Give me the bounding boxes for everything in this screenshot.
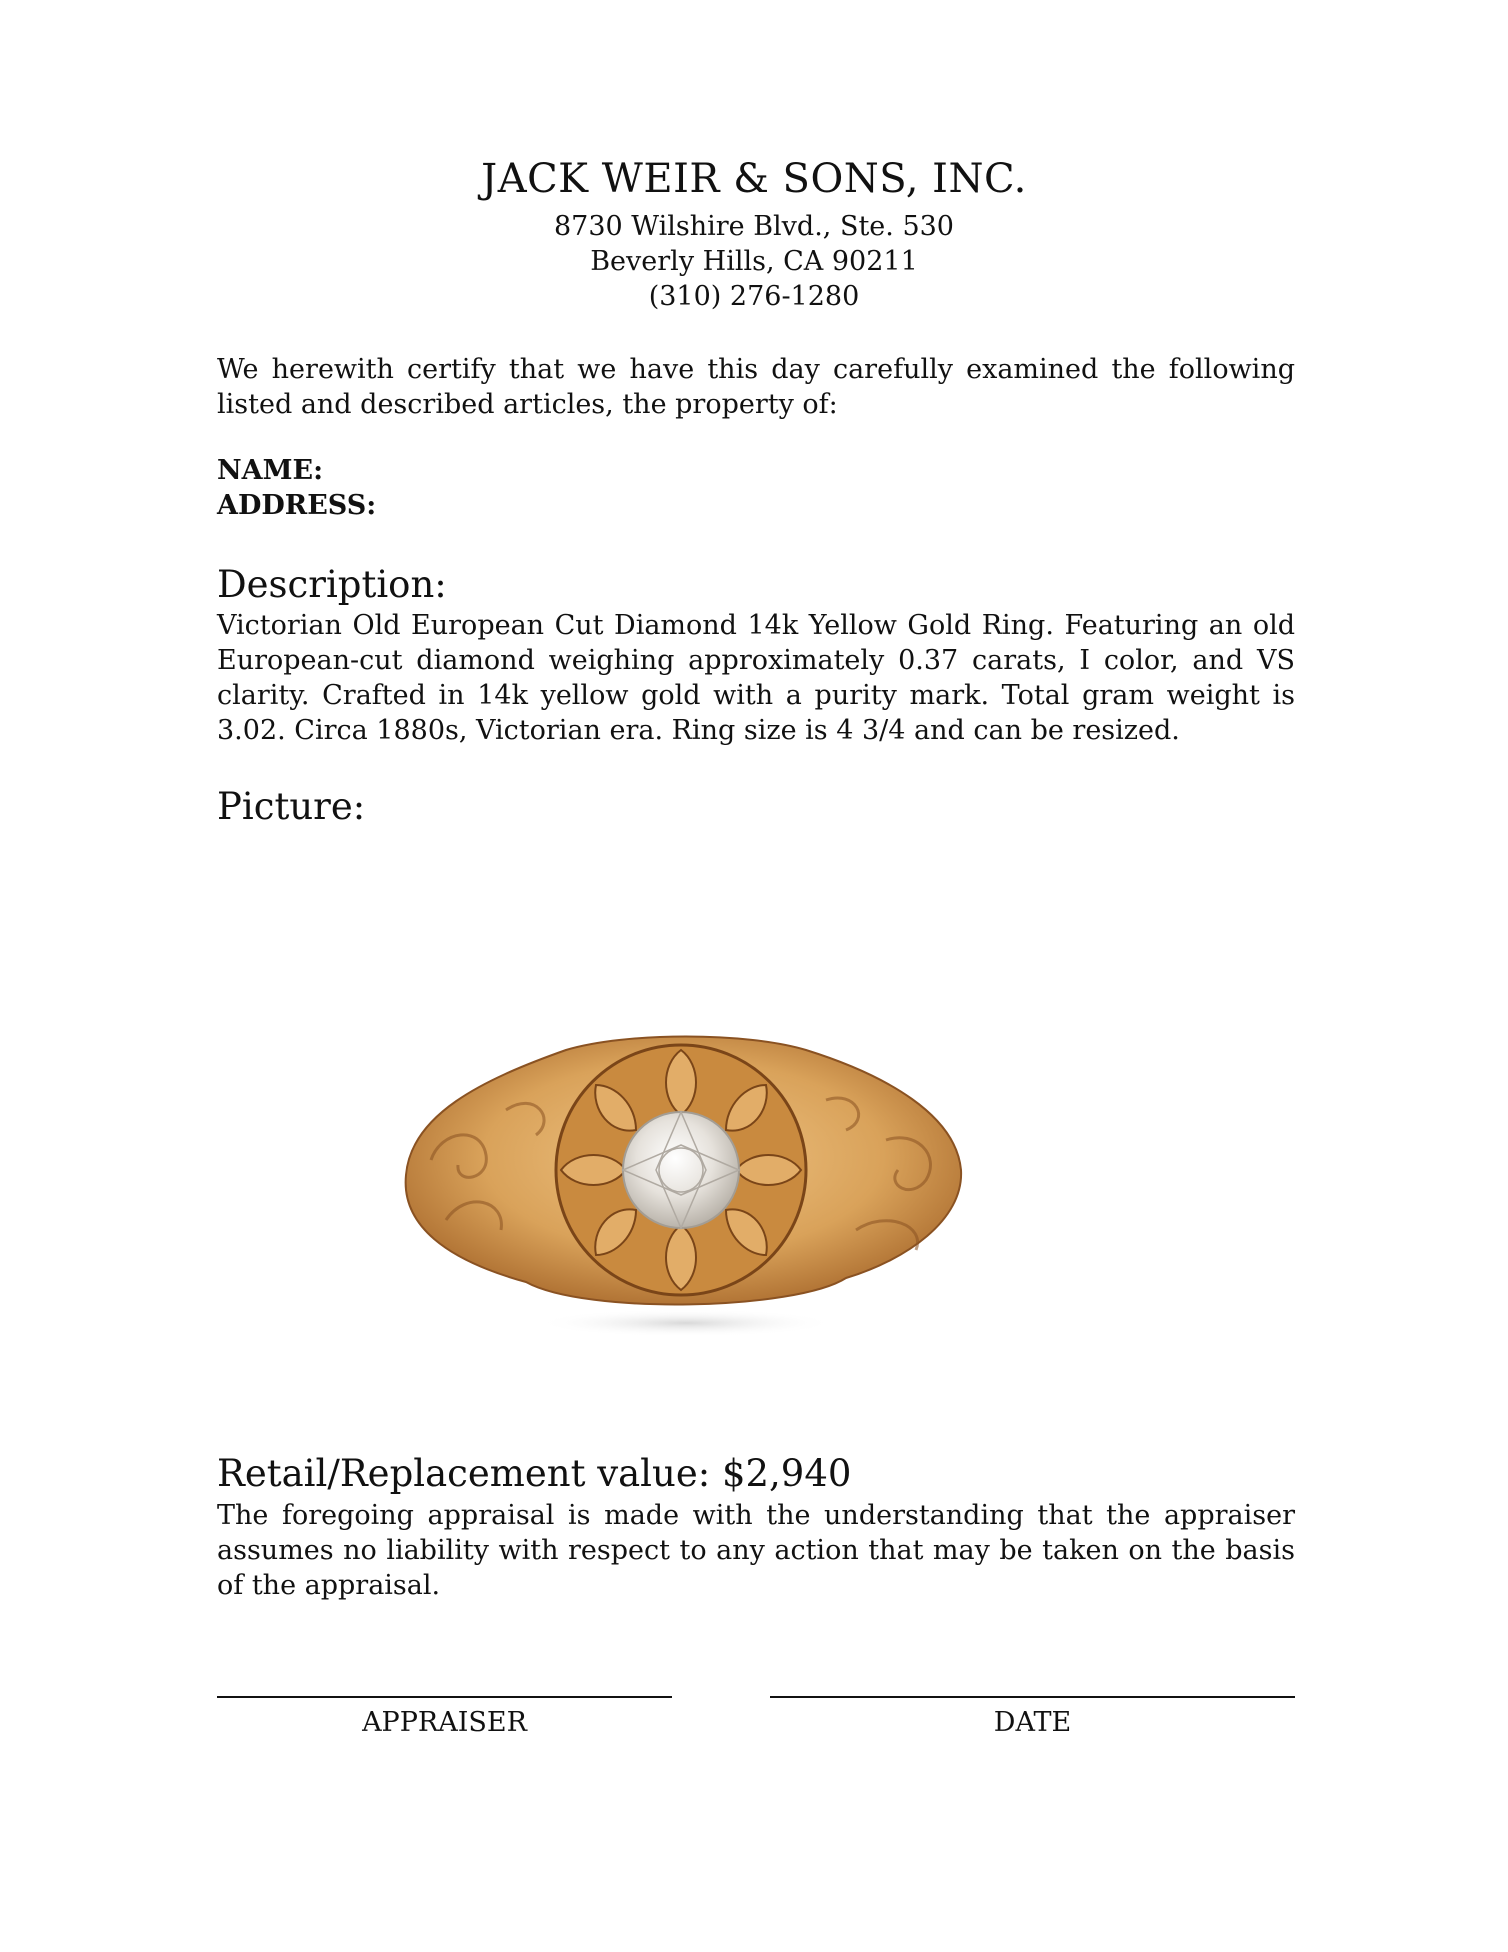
picture-heading: Picture: xyxy=(217,785,366,828)
retail-value-heading: Retail/Replacement value: $2,940 xyxy=(217,1452,852,1495)
phone-number: (310) 276-1280 xyxy=(648,281,860,312)
description-heading: Description: xyxy=(217,563,447,606)
date-label: DATE xyxy=(993,1707,1072,1738)
address-line-1: 8730 Wilshire Blvd., Ste. 530 xyxy=(554,211,954,242)
certify-text: We herewith certify that we have this day carefully examined the following listed and described articles, the property of: xyxy=(217,354,1295,420)
company-name: JACK WEIR & SONS, INC. xyxy=(481,156,1027,202)
address-line-2: Beverly Hills, CA 90211 xyxy=(590,246,918,277)
appraiser-label: APPRAISER xyxy=(362,1707,527,1738)
ring-shadow xyxy=(536,1309,836,1337)
name-label: NAME: xyxy=(217,455,324,486)
disclaimer-text: The foregoing appraisal is made with the understanding that the appraiser assumes no liability with respect to any action that may be taken on the basis of the appraisal. xyxy=(217,1500,1295,1601)
diamond xyxy=(623,1112,739,1228)
ring-photo xyxy=(386,1020,976,1340)
date-signature-line xyxy=(770,1696,1295,1698)
appraiser-signature-line xyxy=(217,1696,672,1698)
description-text: Victorian Old European Cut Diamond 14k Yellow Gold Ring. Featuring an old European-cut diamond weighing approximately 0.37 carats, I color, and VS clarity. Crafted in 14k yellow gold with a purity mark. Total gram weight is 3.02. Circa 1880s, Victorian era. Ring size is 4 3/4 and can be resized. xyxy=(217,610,1295,746)
address-label: ADDRESS: xyxy=(217,490,377,521)
